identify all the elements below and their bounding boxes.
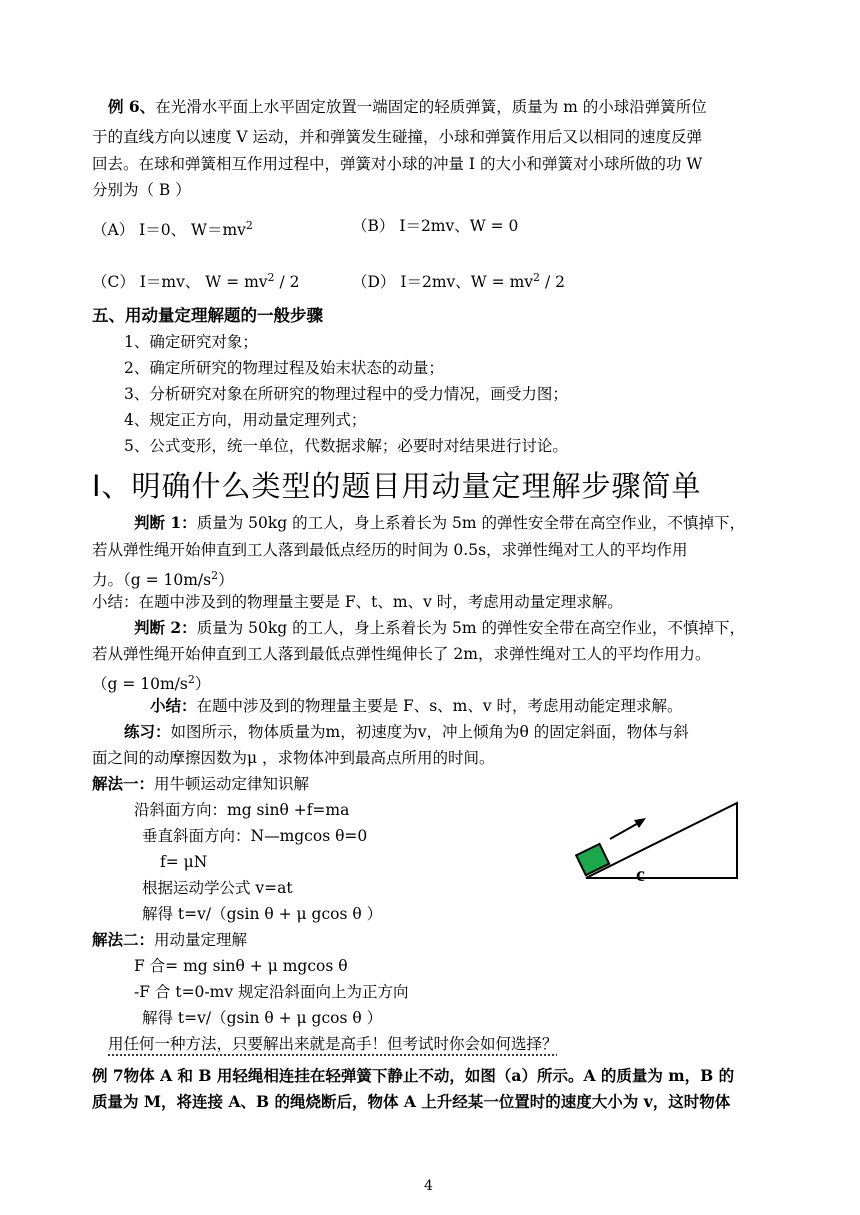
section5-heading: 五、用动量定理解题的一般步骤 <box>92 306 323 325</box>
step-2: 2、确定所研究的物理过程及始末状态的动量； <box>124 359 444 377</box>
incline-triangle <box>586 803 737 878</box>
method2-line-1: F 合= mg sinθ + μ mgcos θ <box>134 957 348 975</box>
example7-line-2: 质量为 M，将连接 A、B 的绳烧断后，物体 A 上升经某一位置时的速度大小为 v，这时物体 <box>92 1092 731 1111</box>
method1-line-1: 沿斜面方向：mg sinθ +f=ma <box>134 801 350 819</box>
option-c: （C） I＝mv、 $W = mv^2 / 2$ <box>92 271 300 292</box>
method2-line-2: -F 合 t=0-mv 规定沿斜面向上为正方向 <box>134 983 409 1001</box>
example7-line-1: 例 7物体 A 和 B 用轻绳相连挂在轻弹簧下静止不动，如图（a）所示。A 的质量为 m，B 的 <box>92 1066 735 1085</box>
step-5: 5、公式变形，统一单位，代数据求解；必要时对结果进行讨论。 <box>124 437 568 455</box>
judge2-line-2: 若从弹性绳开始伸直到工人落到最低点弹性绳伸长了 2m，求弹性绳对工人的平均作用力。 <box>92 645 711 663</box>
example6-line-2: 于的直线方向以速度 V 运动，并和弹簧发生碰撞，小球和弹簧作用后又以相同的速度反弹 <box>92 128 703 146</box>
example6-line-3: 回去。在球和弹簧相互作用过程中，弹簧对小球的冲量 I 的大小和弹簧对小球所做的功 W <box>92 155 703 173</box>
method1-line-3: f= μN <box>160 853 208 871</box>
option-d: （D） I＝2mv、$W = mv^2 / 2$ <box>352 271 565 292</box>
method1-line-5: 解得 t=v/（gsin θ + μ gcos θ ） <box>142 905 383 923</box>
step-3: 3、分析研究对象在所研究的物理过程中的受力情况，画受力图； <box>124 385 568 403</box>
method1-line-2: 垂直斜面方向：N—mgcos θ=0 <box>142 827 368 845</box>
step-1: 1、确定研究对象； <box>124 333 258 351</box>
example6-line-1: 例 6、在光滑水平面上水平固定放置一端固定的轻质弹簧，质量为 m 的小球沿弹簧所位 <box>108 97 707 116</box>
example6-line-4: 分别为（ B ） <box>92 181 191 199</box>
step-4: 4、规定正方向，用动量定理列式； <box>124 411 367 429</box>
summary-2: 小结：在题中涉及到的物理量主要是 F、s、m、v 时，考虑用动能定理求解。 <box>150 696 683 715</box>
method2-heading: 解法二：用动量定理解 <box>92 930 248 949</box>
summary-1: 小结：在题中涉及到的物理量主要是 F、t、m、v 时，考虑用动量定理求解。 <box>92 593 623 611</box>
judge2-line-1: 判断 2：质量为 50kg 的工人，身上系着长为 5m 的弹性安全带在高空作业，不慎掉下， <box>134 618 745 637</box>
option-b: （B） I＝2mv、W = 0 <box>352 217 519 235</box>
example6-label: 例 6、 <box>108 97 156 116</box>
practice-line-1: 练习：如图所示，物体质量为m，初速度为v，冲上倾角为θ 的固定斜面，物体与斜 <box>124 722 689 741</box>
judge2-line-3: $(g = 10m/s^2)$ <box>92 673 211 694</box>
partial-label: c <box>636 864 645 885</box>
arrow-head <box>634 818 646 828</box>
green-block <box>576 844 609 875</box>
big-heading: Ⅰ、明确什么类型的题目用动量定理解步骤简单 <box>92 469 702 503</box>
method2-line-3: 解得 t=v/（gsin θ + μ gcos θ ） <box>142 1009 383 1027</box>
judge1-line-3: 力。$(g = 10m/s^2)$ <box>92 569 234 590</box>
page-number: 4 <box>424 1178 433 1194</box>
judge1-line-1: 判断 1：质量为 50kg 的工人，身上系着长为 5m 的弹性安全带在高空作业，不慎掉下， <box>134 513 745 532</box>
method1-heading: 解法一：用牛顿运动定律知识解 <box>92 774 310 793</box>
tip-line: 用任何一种方法，只要解出来就是高手！但考试时你会如何选择？ <box>108 1035 558 1053</box>
method1-line-4: 根据运动学公式 v=at <box>142 879 293 897</box>
judge1-line-2: 若从弹性绳开始伸直到工人落到最低点经历的时间为 0.5s，求弹性绳对工人的平均作用 <box>92 541 688 559</box>
option-a: （A） I＝0、 $W=mv^2$ <box>92 219 253 240</box>
practice-line-2: 面之间的动摩擦因数为μ ，求物体冲到最高点所用的时间。 <box>92 749 495 767</box>
incline-figure <box>570 795 750 885</box>
